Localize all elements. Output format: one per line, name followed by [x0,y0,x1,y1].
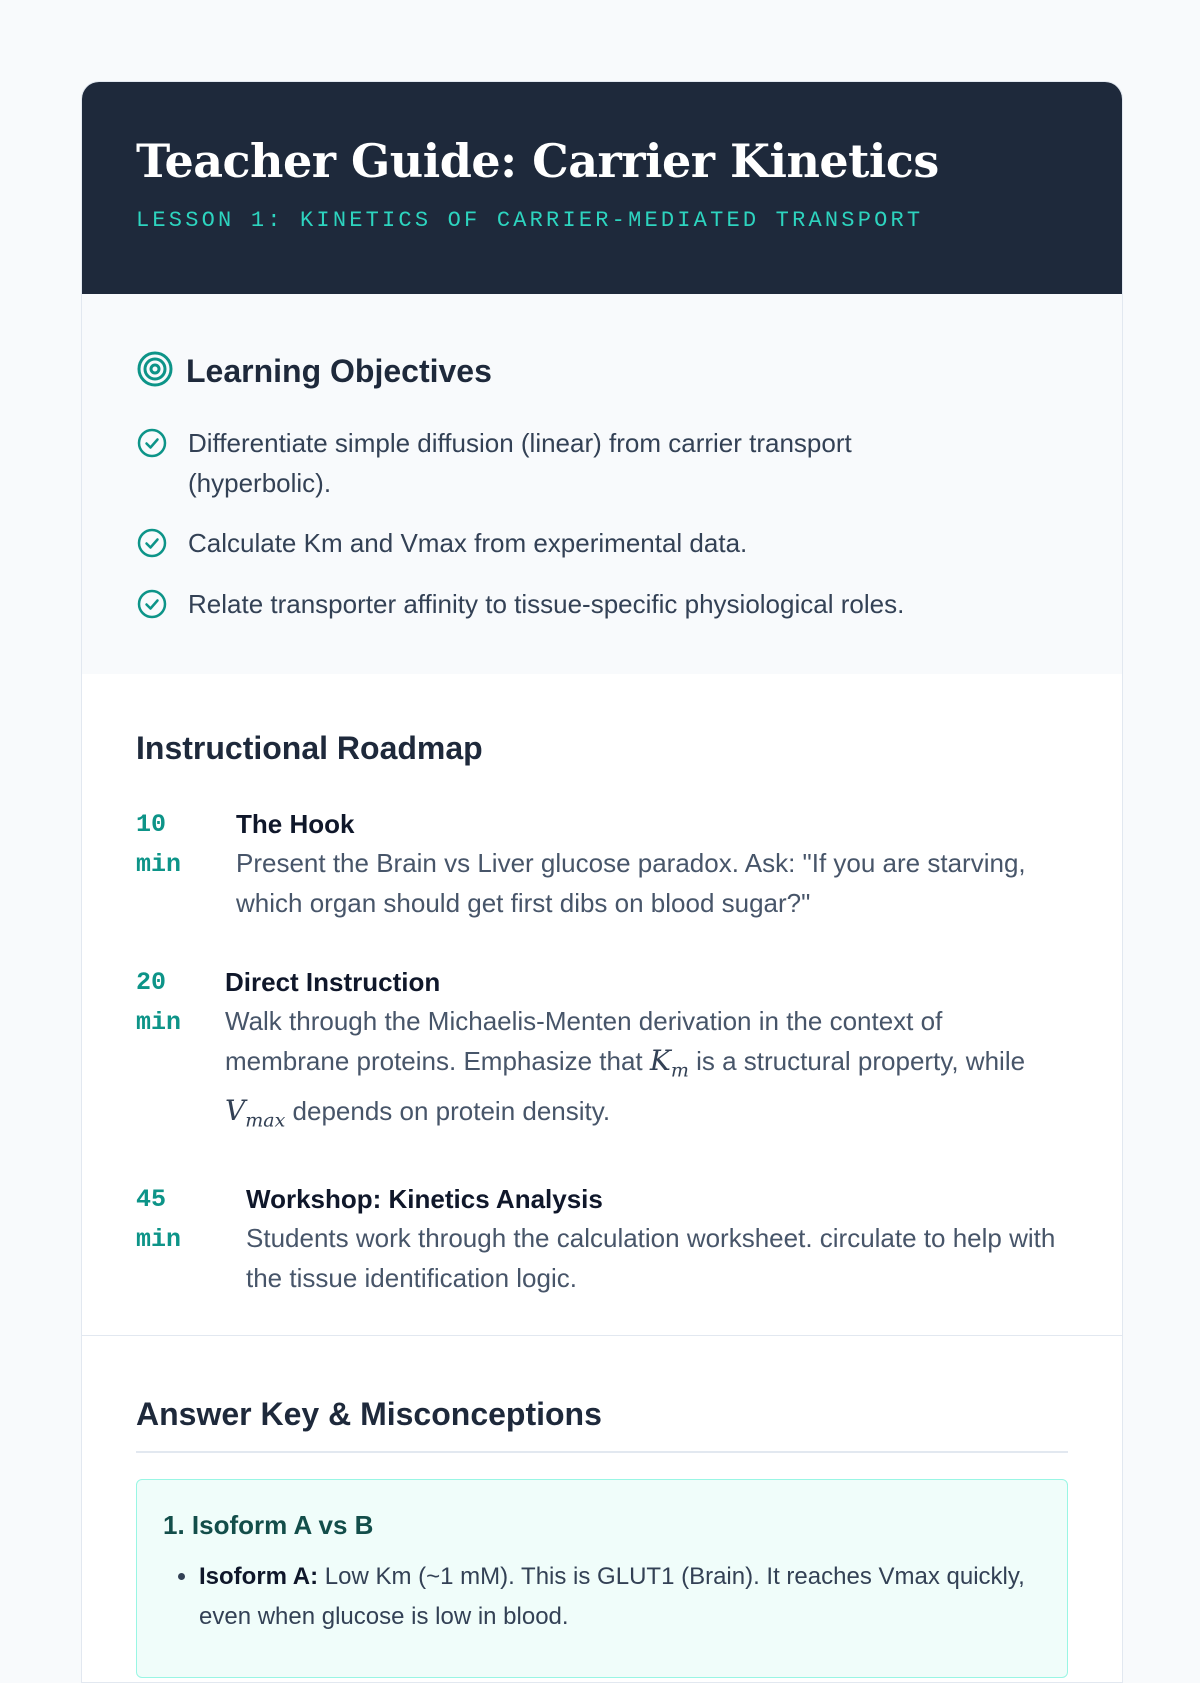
check-circle-icon [136,427,168,464]
objective-text: Differentiate simple diffusion (linear) from carrier transport (hyperbolic). [188,428,852,498]
instructional-roadmap-section [82,674,1122,1336]
answer-card-title: 1. Isoform A vs B [163,1510,374,1540]
vmax-formula: $V_{max}$ [225,1093,286,1132]
step-description: Present the Brain vs Liver glucose paradox. Ask: "If you are starving, which organ should get first dibs on blood sugar?" [236,848,1026,918]
step-description: Students work through the calculation worksheet. circulate to help with the tissue identification logic. [246,1223,1056,1294]
answer-key-section [82,1336,1122,1678]
step-time: 10 min [136,810,182,879]
answer-item-text: Low Km (~1 mM). This is GLUT1 (Brain). It reaches Vmax quickly, even when glucose is low in blood. [199,1563,1025,1630]
answer-card [136,1479,1068,1678]
roadmap-step [136,805,1068,923]
guide-header [82,82,1122,294]
guide-card [81,81,1123,1683]
objectives-heading: Learning Objectives [186,353,492,389]
objective-item [136,523,1068,564]
step-description: Walk through the Michaelis-Menten derivation in the context of membrane proteins. Emphasize that $K_m$ is a structural property, while $V_{max}$ depends on protein density. [225,1006,1026,1132]
step-time: 45 min [136,1185,182,1255]
learning-objectives-section [82,294,1122,674]
check-circle-icon [136,527,168,564]
step-title: The Hook [236,809,355,839]
check-circle-icon [136,588,168,625]
answer-key-heading: Answer Key & Misconceptions [136,1396,602,1432]
step-time: 20 min [136,968,182,1037]
objective-text: Relate transporter affinity to tissue-specific physiological roles. [188,589,905,619]
objective-item [136,584,1068,625]
divider [136,1451,1068,1453]
step-title: Workshop: Kinetics Analysis [246,1184,603,1215]
page-title: Teacher Guide: Carrier Kinetics [136,134,939,188]
target-icon [136,350,174,393]
km-formula: $K_m$ [649,1044,689,1082]
roadmap-step [136,1180,1068,1298]
objective-item [136,423,1068,503]
objective-text: Calculate Km and Vmax from experimental data. [188,528,748,558]
roadmap-heading: Instructional Roadmap [136,730,483,766]
step-title: Direct Instruction [225,967,441,997]
answer-item-label: Isoform A: [199,1563,319,1590]
roadmap-step [136,963,1068,1140]
answer-item [199,1557,1041,1637]
lesson-subtitle: LESSON 1: KINETICS OF CARRIER-MEDIATED TRANSPORT [136,208,924,233]
